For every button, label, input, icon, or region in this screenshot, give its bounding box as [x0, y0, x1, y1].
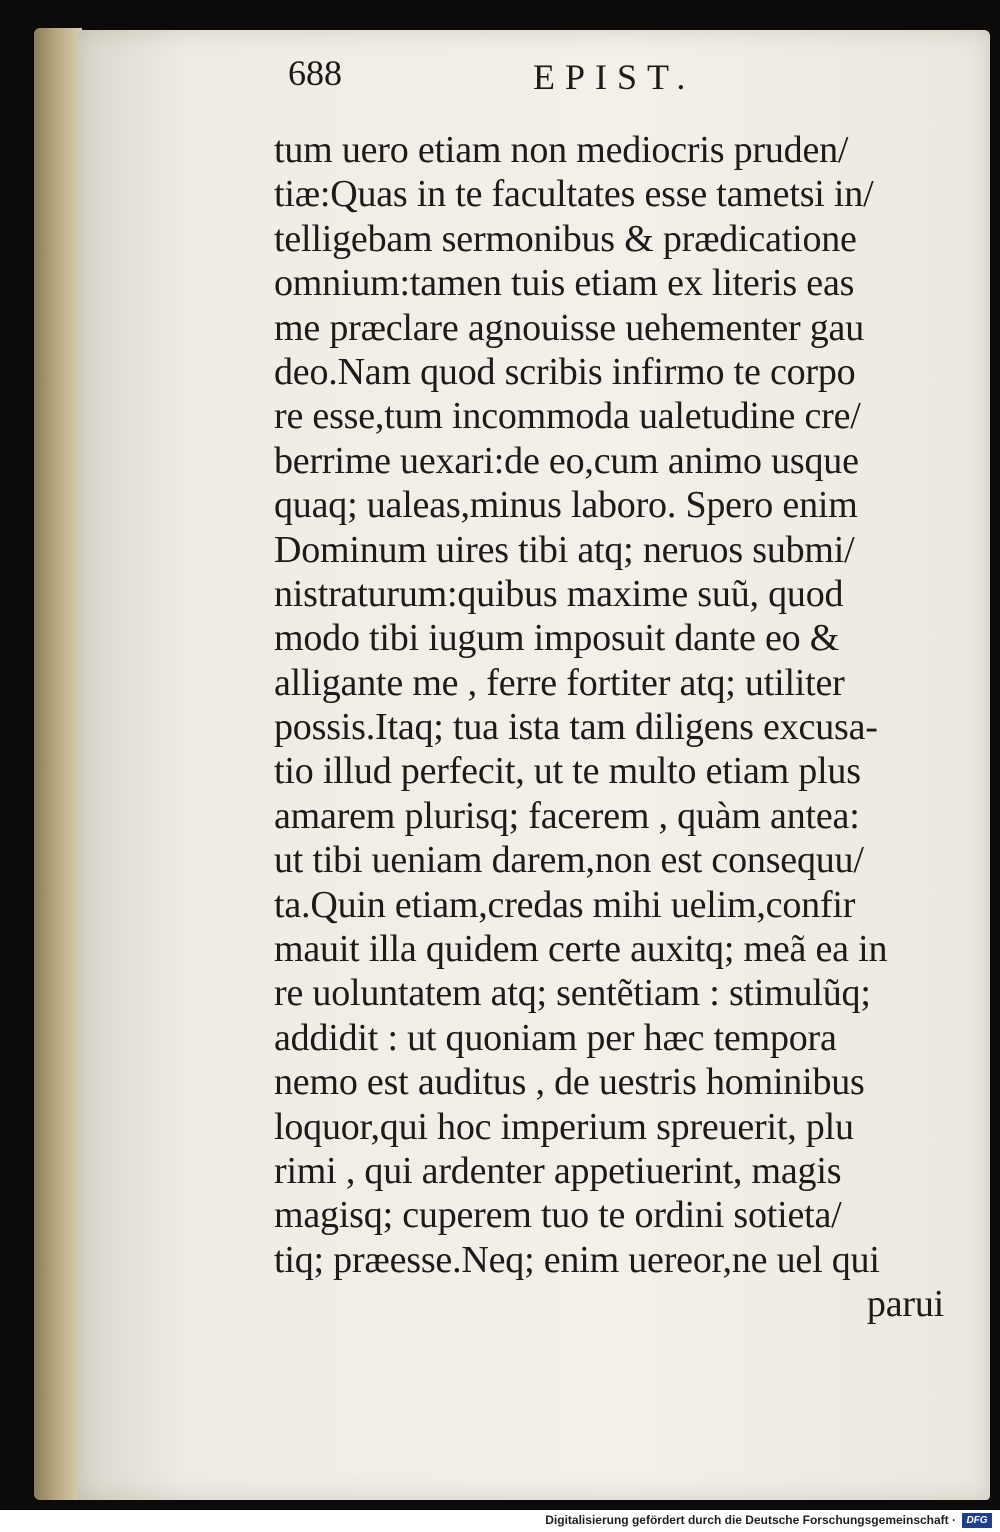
- text-line: nistraturum:quibus maxime suũ, quod: [274, 572, 844, 615]
- text-line: omnium:tamen tuis etiam ex literis eas: [274, 262, 855, 305]
- text-line: deo.Nam quod scribis infirmo te corpo: [274, 350, 856, 393]
- page-number: 688: [288, 53, 342, 93]
- running-head: [78, 30, 990, 130]
- text-line: amarem plurisq; facerem , quàm antea:: [274, 794, 860, 837]
- book-page: [78, 30, 990, 1500]
- text-line: ta.Quin etiam,credas mihi uelim,confir: [274, 883, 856, 926]
- footer-bar: [0, 1510, 1000, 1532]
- text-line: magisq; cuperem tuo te ordini sotieta/: [274, 1194, 842, 1237]
- text-line: telligebam sermonibus & prædicatione: [274, 217, 857, 260]
- text-line: tum uero etiam non mediocris pruden/: [274, 129, 849, 171]
- text-line: quaq; ualeas,minus laboro. Spero enim: [274, 484, 858, 527]
- text-line: addidit : ut quoniam per hæc tempora: [274, 1016, 837, 1059]
- text-line: loquor,qui hoc imperium spreuerit, plu: [274, 1105, 854, 1148]
- dfg-logo: DFG: [962, 1513, 992, 1528]
- text-line: nemo est auditus , de uestris hominibus: [274, 1061, 865, 1104]
- funding-credit: Digitalisierung gefördert durch die Deutsche Forschungsgemeinschaft ·: [545, 1513, 956, 1527]
- running-title: EPIST.: [533, 57, 696, 97]
- catchword: parui: [866, 1283, 944, 1326]
- text-line: re esse,tum incommoda ualetudine cre/: [274, 395, 861, 438]
- text-line: me præclare agnouisse uehementer gau: [274, 306, 865, 349]
- text-line: berrime uexari:de eo,cum animo usque: [274, 439, 859, 482]
- text-block: [274, 128, 944, 1327]
- text-line: tiæ:Quas in te facultates esse tametsi in/: [274, 173, 874, 216]
- text-line: rimi , qui ardenter appetiuerint, magis: [274, 1149, 842, 1192]
- text-line: Dominum uires tibi atq; neruos submi/: [274, 528, 855, 571]
- text-line: ut tibi ueniam darem,non est consequu/: [274, 839, 864, 882]
- text-line: tiq; præesse.Neq; enim uereor,ne uel qui: [274, 1238, 880, 1281]
- text-line: modo tibi iugum imposuit dante eo &: [274, 617, 840, 660]
- text-line: alligante me , ferre fortiter atq; utiliter: [274, 661, 845, 704]
- text-line: re uoluntatem atq; sentẽtiam : stimulũq;: [274, 972, 871, 1015]
- book-fore-edge: [34, 28, 82, 1500]
- text-line: mauit illa quidem certe auxitq; meã ea in: [274, 928, 888, 971]
- text-line: possis.Itaq; tua ista tam diligens excusa-: [274, 706, 878, 749]
- text-line: tio illud perfecit, ut te multo etiam plus: [274, 750, 861, 793]
